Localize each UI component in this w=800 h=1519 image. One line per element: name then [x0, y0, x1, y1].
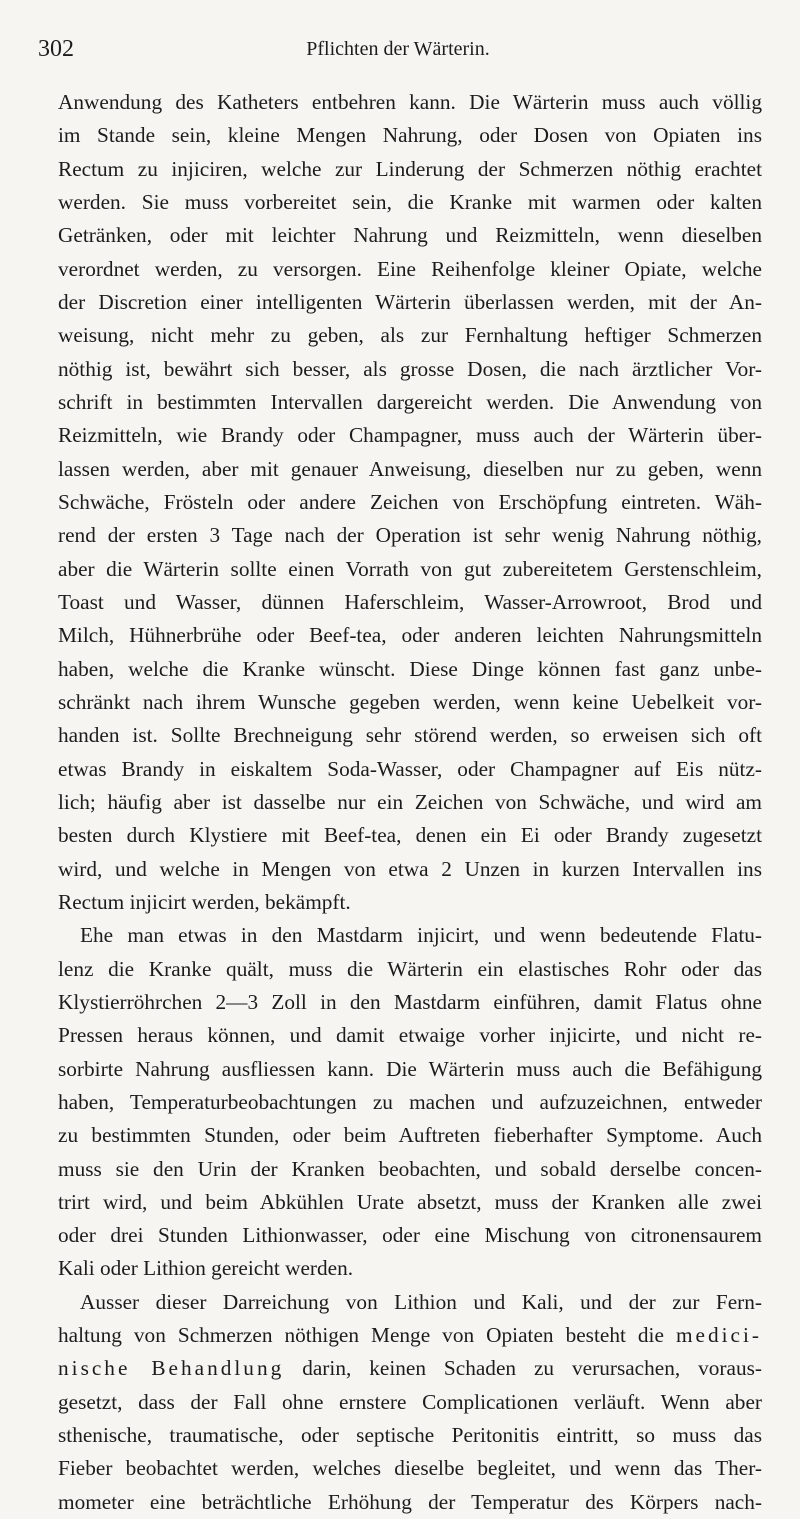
text-line: verordnet werden, zu versorgen. Eine Reihenfolge kleiner Opiate, welche: [58, 256, 762, 281]
text-line: Ausser dieser Darreichung von Lithion und Kali, und der zur Fern-: [80, 1289, 762, 1314]
text-line: Kali oder Lithion gereicht werden.: [58, 1256, 354, 1281]
text-segment: darin, keinen Schaden zu verursachen, voraus-: [302, 1356, 763, 1381]
text-line: sthenische, traumatische, oder septische Peritonitis eintritt, so muss das: [58, 1423, 762, 1448]
text-line: lassen werden, aber mit genauer Anweisung, dieselben nur zu geben, wenn: [58, 456, 762, 481]
text-line: schränkt nach ihrem Wunsche gegeben werden, wenn keine Uebelkeit vor-: [58, 689, 762, 714]
text-line: besten durch Klystiere mit Beef-tea, denen ein Ei oder Brandy zugesetzt: [58, 823, 762, 848]
text-segment: haltung von Schmerzen nöthigen Menge von Opiaten besteht die: [58, 1323, 664, 1348]
text-line: Anwendung des Katheters entbehren kann. Die Wärterin muss auch völlig: [58, 90, 762, 114]
text-line: aber die Wärterin sollte einen Vorrath von gut zubereitetem Gerstenschleim,: [58, 556, 762, 581]
text-line: Klystierröhrchen 2—3 Zoll in den Mastdarm einführen, damit Flatus ohne: [58, 989, 762, 1014]
emphasized-text: nische Behandlung: [58, 1356, 285, 1381]
text-line: [58, 1319, 762, 1352]
text-line: etwas Brandy in eiskaltem Soda-Wasser, oder Champagner auf Eis nütz-: [58, 756, 762, 781]
text-line: Reizmitteln, wie Brandy oder Champagner, muss auch der Wärterin über-: [58, 423, 762, 448]
text-line: nöthig ist, bewährt sich besser, als grosse Dosen, die nach ärztlicher Vor-: [58, 356, 762, 381]
text-line: haben, Temperaturbeobachtungen zu machen und aufzuzeichnen, entweder: [58, 1089, 762, 1114]
text-line: Schwäche, Frösteln oder andere Zeichen von Erschöpfung eintreten. Wäh-: [58, 489, 762, 514]
emphasized-text: medici-: [675, 1323, 762, 1348]
text-line: Rectum zu injiciren, welche zur Linderung der Schmerzen nöthig erachtet: [58, 156, 762, 181]
text-line: oder drei Stunden Lithionwasser, oder eine Mischung von citronensaurem: [58, 1223, 762, 1248]
text-line: im Stande sein, kleine Mengen Nahrung, oder Dosen von Opiaten ins: [58, 123, 762, 148]
text-line: lenz die Kranke quält, muss die Wärterin ein elastisches Rohr oder das: [58, 956, 762, 981]
text-line: Fieber beobachtet werden, welches dieselbe begleitet, und wenn das Ther-: [58, 1456, 762, 1481]
text-line: der Discretion einer intelligenten Wärterin überlassen werden, mit der An-: [58, 289, 762, 314]
text-line: wird, und welche in Mengen von etwa 2 Unzen in kurzen Intervallen ins: [58, 856, 762, 881]
page-number: 302: [38, 36, 74, 62]
text-line: rend der ersten 3 Tage nach der Operation ist sehr wenig Nahrung nöthig,: [58, 523, 762, 548]
text-line: Getränken, oder mit leichter Nahrung und Reizmitteln, wenn dieselben: [58, 223, 762, 248]
text-line: trirt wird, und beim Abkühlen Urate absetzt, muss der Kranken alle zwei: [58, 1189, 762, 1214]
text-line: weisung, nicht mehr zu geben, als zur Fernhaltung heftiger Schmerzen: [58, 323, 762, 348]
text-line: [58, 1352, 762, 1385]
text-line: mometer eine beträchtliche Erhöhung der Temperatur des Körpers nach-: [58, 1489, 762, 1514]
text-line: Milch, Hühnerbrühe oder Beef-tea, oder anderen leichten Nahrungsmitteln: [58, 623, 762, 648]
page-header: [38, 36, 758, 68]
text-line: werden. Sie muss vorbereitet sein, die Kranke mit warmen oder kalten: [58, 189, 762, 214]
text-line: Toast und Wasser, dünnen Haferschleim, Wasser-Arrowroot, Brod und: [58, 589, 762, 614]
text-line: zu bestimmten Stunden, oder beim Auftreten fieberhafter Symptome. Auch: [58, 1123, 762, 1148]
text-line: schrift in bestimmten Intervallen dargereicht werden. Die Anwendung von: [58, 389, 762, 414]
text-line: sorbirte Nahrung ausfliessen kann. Die Wärterin muss auch die Befähigung: [58, 1056, 762, 1081]
running-title: Pflichten der Wärterin.: [306, 38, 490, 60]
text-line: Pressen heraus können, und damit etwaige vorher injicirte, und nicht re-: [58, 1023, 762, 1048]
text-line: Ehe man etwas in den Mastdarm injicirt, und wenn bedeutende Flatu-: [80, 923, 762, 948]
text-line: gesetzt, dass der Fall ohne ernstere Complicationen verläuft. Wenn aber: [58, 1389, 762, 1414]
text-line: Rectum injicirt werden, bekämpft.: [58, 889, 351, 914]
text-line: haben, welche die Kranke wünscht. Diese Dinge können fast ganz unbe-: [58, 656, 762, 681]
text-line: lich; häufig aber ist dasselbe nur ein Zeichen von Schwäche, und wird am: [58, 789, 762, 814]
body-text: [58, 86, 762, 1519]
text-line: muss sie den Urin der Kranken beobachten, und sobald derselbe concen-: [58, 1156, 762, 1181]
text-line: handen ist. Sollte Brechneigung sehr störend werden, so erweisen sich oft: [58, 723, 762, 748]
